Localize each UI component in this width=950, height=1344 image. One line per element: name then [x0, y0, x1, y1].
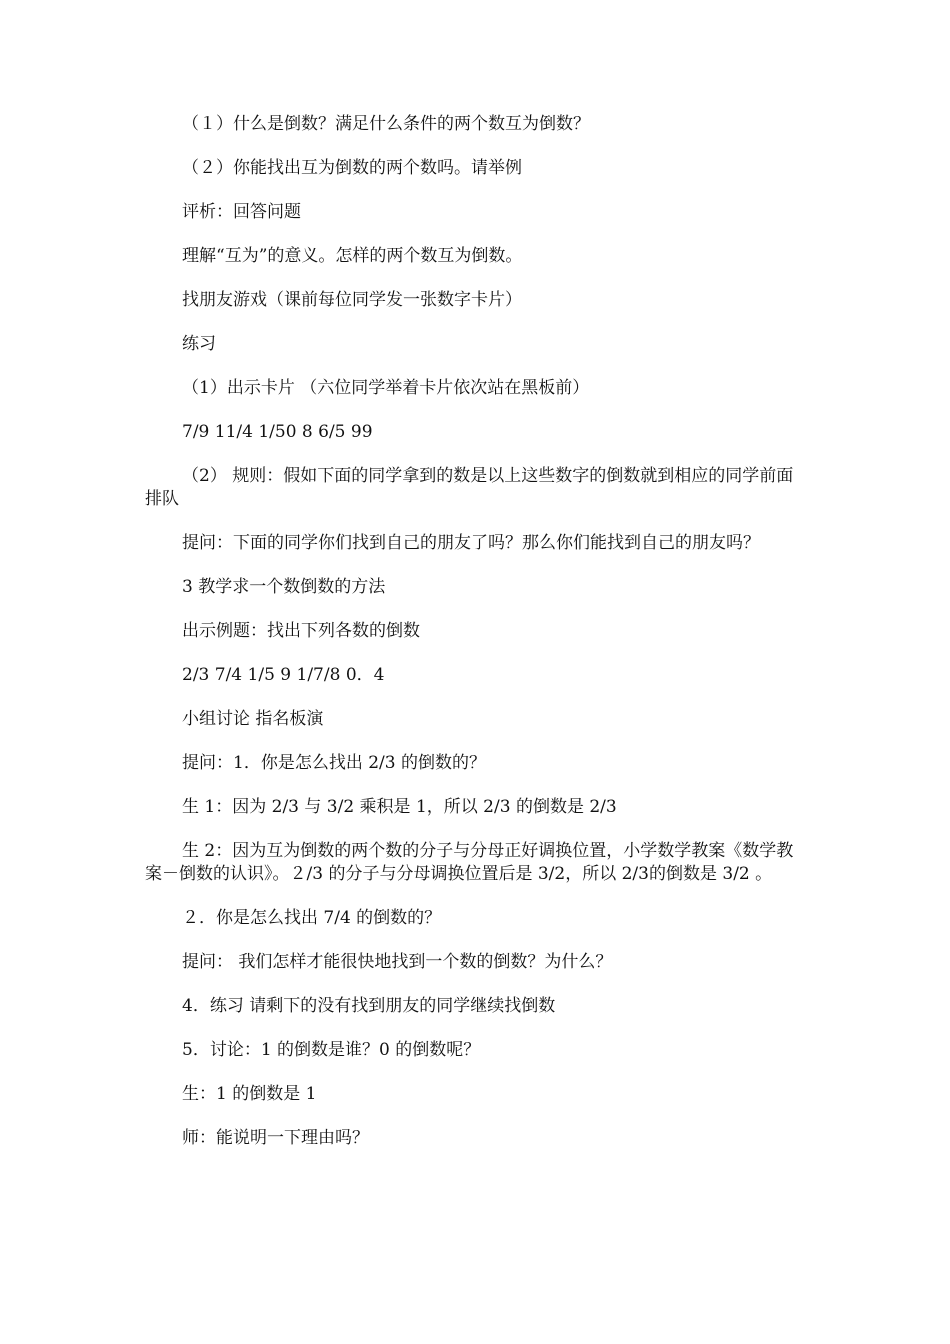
paragraph-practice-4: 4．练习 请剩下的没有找到朋友的同学继续找倒数: [182, 996, 556, 1016]
paragraph-rules: （2） 规则：假如下面的同学拿到的数是以上这些数字的倒数就到相应的同学前面排队: [145, 466, 794, 509]
paragraph-practice: 练习: [182, 334, 216, 354]
paragraph-question-2: （２）你能找出互为倒数的两个数吗。请举例: [182, 158, 522, 178]
paragraph-student-answer: 生：1 的倒数是 1: [182, 1084, 317, 1104]
paragraph-student-2: 生 2：因为互为倒数的两个数的分子与分母正好调换位置，小学数学教案《数学教案－倒数的认识》。２/3 的分子与分母调换位置后是 3/2，所以 2/3的倒数是 3/2 。: [145, 841, 794, 884]
paragraph-ask-1: 提问：1．你是怎么找出 2/3 的倒数的？: [182, 753, 486, 773]
paragraph-example-numbers: 2/3 7/4 1/5 9 1/7/8 0．4: [182, 665, 385, 685]
paragraph-ask-quick: 提问： 我们怎样才能很快地找到一个数的倒数？为什么？: [182, 952, 613, 972]
paragraph-card-numbers: 7/9 11/4 1/50 8 6/5 99: [182, 422, 373, 442]
paragraph-method-heading: 3 教学求一个数倒数的方法: [182, 577, 386, 597]
paragraph-ask-friends: 提问：下面的同学你们找到自己的朋友了吗？那么你们能找到自己的朋友吗？: [182, 533, 760, 553]
paragraph-question-1: （１）什么是倒数？满足什么条件的两个数互为倒数？: [182, 114, 590, 134]
paragraph-group-discussion: 小组讨论 指名板演: [182, 709, 324, 729]
paragraph-example: 出示例题：找出下列各数的倒数: [182, 621, 420, 641]
paragraph-game: 找朋友游戏（课前每位同学发一张数字卡片）: [182, 290, 522, 310]
paragraph-show-cards: （1）出示卡片 （六位同学举着卡片依次站在黑板前）: [182, 378, 590, 398]
paragraph-meaning: 理解“互为”的意义。怎样的两个数互为倒数。: [182, 246, 523, 266]
paragraph-teacher: 师：能说明一下理由吗？: [182, 1128, 369, 1148]
paragraph-student-1: 生 1：因为 2/3 与 3/2 乘积是 1，所以 2/3 的倒数是 2/3: [182, 797, 617, 817]
paragraph-ask-2: ２．你是怎么找出 7/4 的倒数的？: [182, 908, 442, 928]
paragraph-analysis: 评析：回答问题: [182, 202, 301, 222]
paragraph-discussion-5: 5．讨论：1 的倒数是谁？0 的倒数呢？: [182, 1040, 481, 1060]
document-body: [145, 113, 800, 1171]
